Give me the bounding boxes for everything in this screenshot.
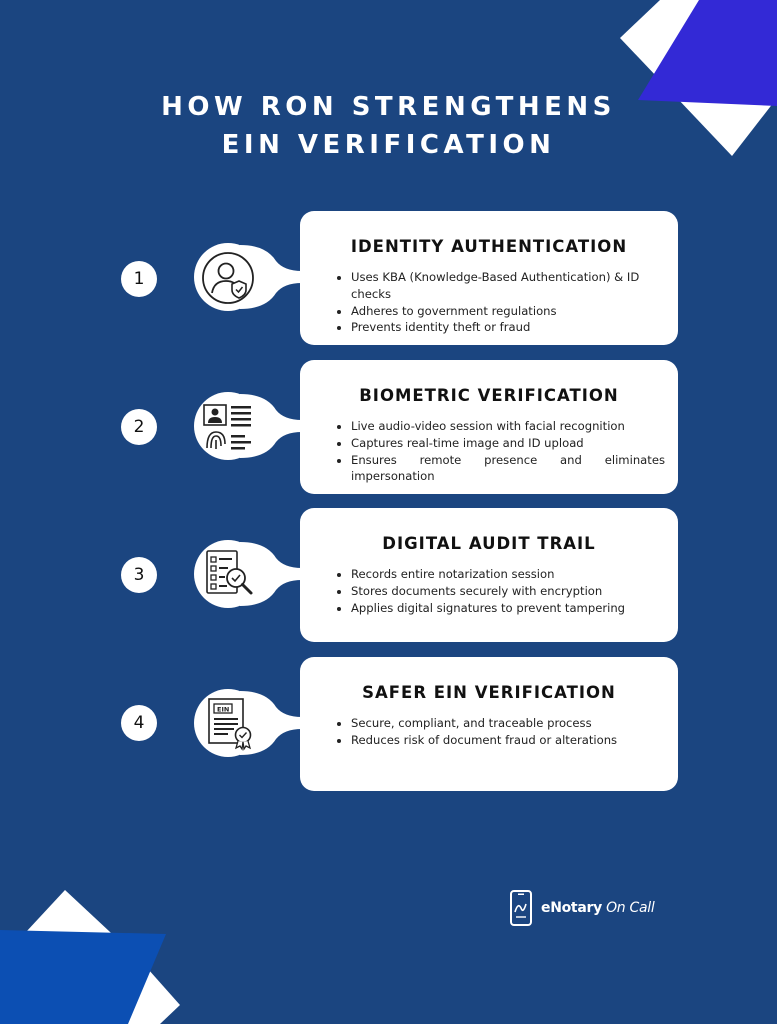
page-title-line-2: EIN VERIFICATION xyxy=(221,130,556,160)
step-bullet-list xyxy=(334,715,665,749)
logo-suffix-text: On Call xyxy=(606,900,655,916)
logo-brand-text: eNotary xyxy=(541,900,602,916)
bullet-item: • Secure, compliant, and traceable process xyxy=(351,715,665,732)
bullet-item: • Prevents identity theft or fraud xyxy=(351,319,665,336)
step-number-badge: 3 xyxy=(121,557,157,593)
ein-certificate-icon xyxy=(205,695,259,751)
step-bullet-list xyxy=(334,418,665,485)
bullet-item: • Reduces risk of document fraud or alterations xyxy=(351,732,665,749)
svg-text:EIN: EIN xyxy=(217,705,230,714)
bullet-item: • Stores documents securely with encryption xyxy=(351,583,665,600)
bullet-item: • Applies digital signatures to prevent tampering xyxy=(351,600,665,617)
audit-checklist-icon xyxy=(203,548,257,602)
step-digital-audit-trail xyxy=(0,508,777,642)
bullet-item: • Uses KBA (Knowledge-Based Authentication) & ID checks xyxy=(351,269,665,303)
step-number-badge: 4 xyxy=(121,705,157,741)
bullet-item: • Records entire notarization session xyxy=(351,566,665,583)
step-heading: DIGITAL AUDIT TRAIL xyxy=(382,534,596,553)
logo-wordmark xyxy=(541,900,654,916)
step-card xyxy=(300,211,678,345)
step-card xyxy=(300,657,678,791)
step-number-badge: 2 xyxy=(121,409,157,445)
step-number-badge: 1 xyxy=(121,261,157,297)
step-bullet-list xyxy=(334,566,665,616)
user-shield-icon xyxy=(201,251,255,305)
step-heading: IDENTITY AUTHENTICATION xyxy=(350,237,628,256)
page-title-line-1: HOW RON STRENGTHENS xyxy=(161,92,616,122)
biometric-id-icon xyxy=(201,400,255,454)
step-card xyxy=(300,508,678,642)
step-heading: BIOMETRIC VERIFICATION xyxy=(359,386,619,405)
step-heading: SAFER EIN VERIFICATION xyxy=(362,683,616,702)
step-safer-ein-verification xyxy=(0,657,777,791)
step-card xyxy=(300,360,678,494)
bullet-item: • Live audio-video session with facial recognition xyxy=(351,418,665,435)
bullet-item: • Ensures remote presence and eliminates impersonation xyxy=(351,452,665,486)
step-bullet-list xyxy=(334,269,665,336)
bullet-item: • Adheres to government regulations xyxy=(351,303,665,320)
step-identity-authentication xyxy=(0,211,777,345)
bullet-item: • Captures real-time image and ID upload xyxy=(351,435,665,452)
step-biometric-verification xyxy=(0,360,777,494)
phone-signature-icon xyxy=(509,890,535,928)
